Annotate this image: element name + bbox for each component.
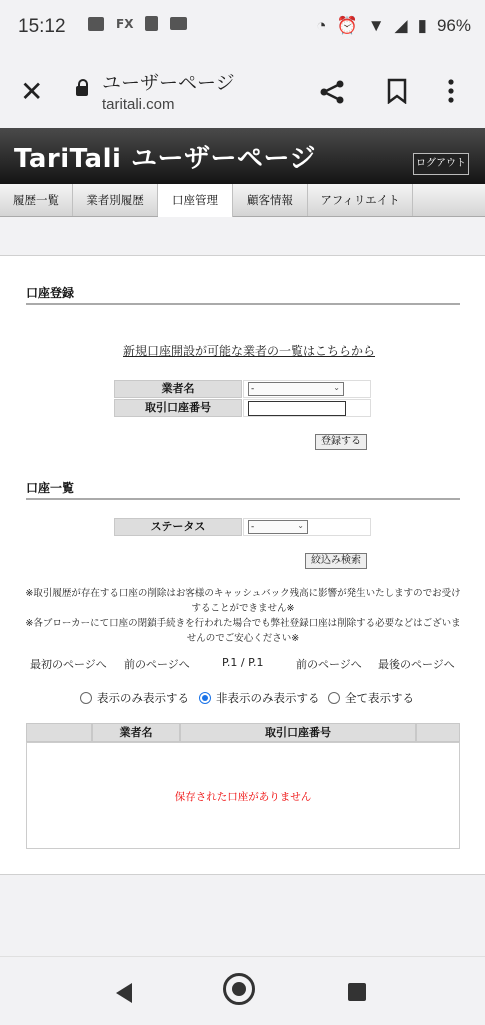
tab-affiliate[interactable]: アフィリエイト — [308, 184, 413, 216]
clipboard-icon — [145, 16, 158, 31]
radio-visible-only[interactable] — [80, 692, 92, 704]
filter-show-all[interactable] — [328, 690, 414, 706]
close-icon[interactable]: ✕ — [20, 75, 44, 108]
tab-broker-history[interactable]: 業者別履歴 — [73, 184, 158, 216]
notification-icons — [88, 16, 187, 31]
table-header-blank — [26, 723, 92, 742]
register-button[interactable]: 登録する — [315, 434, 367, 450]
image-icon — [88, 17, 104, 31]
status-label: ステータス — [114, 518, 242, 536]
tab-customer-info[interactable]: 顧客情報 — [233, 184, 308, 216]
more-vert-icon[interactable] — [446, 78, 456, 104]
share-icon[interactable] — [318, 78, 346, 106]
bookmark-icon[interactable] — [386, 78, 408, 104]
tab-history[interactable]: 履歴一覧 — [0, 184, 73, 216]
section-title-register: 口座登録 — [26, 286, 75, 300]
delete-note: ※取引履歴が存在する口座の削除はお客様のキャッシュバック残高に影響が発生いたしますのでお受けすることができません※ — [25, 588, 461, 614]
broker-select[interactable] — [248, 382, 344, 396]
browser-toolbar — [0, 56, 485, 128]
status-time: 15:12 — [18, 16, 66, 37]
radio-hidden-only[interactable] — [199, 692, 211, 704]
pager-next[interactable]: 前のページへ — [296, 658, 362, 671]
fx-icon: FX — [116, 16, 134, 31]
table-header-account-number: 取引口座番号 — [180, 723, 416, 742]
lock-icon — [76, 86, 88, 96]
signal-icon: ◢ — [394, 16, 408, 35]
status-bar — [0, 0, 485, 56]
section-divider — [26, 498, 460, 500]
section-divider — [26, 303, 460, 305]
radio-show-all[interactable] — [328, 692, 340, 704]
table-header-broker: 業者名 — [92, 723, 180, 742]
pager-last[interactable]: 最後のページへ — [378, 658, 455, 671]
filter-visible-only[interactable] — [80, 690, 189, 706]
radio-label: 非表示のみ表示する — [216, 691, 320, 705]
alarm-icon: ⏰ — [336, 16, 358, 35]
main-panel — [0, 255, 485, 875]
section-title-list: 口座一覧 — [26, 481, 75, 495]
new-account-link[interactable]: 新規口座開設が可能な業者の一覧はこちらから — [123, 344, 376, 358]
site-header — [0, 128, 485, 184]
home-icon[interactable] — [223, 973, 255, 1005]
system-icons — [316, 16, 471, 36]
chevron-down-icon: ⌄ — [297, 521, 304, 530]
account-number-label: 取引口座番号 — [114, 399, 242, 417]
recents-icon[interactable] — [348, 983, 366, 1001]
closure-note: ※各ブローカーにて口座の閉鎖手続きを行われた場合でも弊社登録口座は削除する必要などはございませんのでご安心ください※ — [25, 618, 461, 644]
status-select-value: - — [251, 522, 255, 532]
table-header-actions — [416, 723, 460, 742]
back-icon[interactable] — [116, 983, 132, 1003]
battery-icon: ▮ — [417, 16, 427, 35]
browser-url[interactable]: taritali.com — [102, 96, 175, 113]
wifi-icon: ▼ — [367, 16, 385, 35]
site-title: TariTali ユーザーページ — [14, 144, 316, 174]
filter-hidden-only[interactable] — [199, 690, 320, 706]
browser-page-title[interactable]: ユーザーページ — [102, 72, 235, 94]
battery-level: 96% — [436, 16, 471, 35]
status-select[interactable] — [248, 520, 308, 534]
account-number-input[interactable] — [248, 401, 346, 416]
nfc-icon: ◔ — [316, 16, 327, 35]
logout-button[interactable]: ログアウト — [413, 153, 469, 175]
pager-position: P.1 / P.1 — [222, 656, 264, 669]
broker-select-value: - — [251, 384, 255, 394]
empty-message: 保存された口座がありません — [174, 791, 312, 803]
mail-icon — [170, 17, 187, 30]
chevron-down-icon: ⌄ — [333, 383, 340, 392]
filter-search-button[interactable]: 絞込み検索 — [305, 553, 367, 569]
tab-account-management[interactable]: 口座管理 — [158, 184, 233, 217]
pager-prev[interactable]: 前のページへ — [124, 658, 190, 671]
radio-label: 表示のみ表示する — [97, 691, 189, 705]
system-nav-bar — [0, 956, 485, 1025]
radio-label: 全て表示する — [345, 691, 414, 705]
spacer — [0, 217, 485, 255]
broker-label: 業者名 — [114, 380, 242, 398]
nav-tabs — [0, 184, 485, 217]
account-table-body — [26, 742, 460, 849]
pager-first[interactable]: 最初のページへ — [30, 658, 107, 671]
